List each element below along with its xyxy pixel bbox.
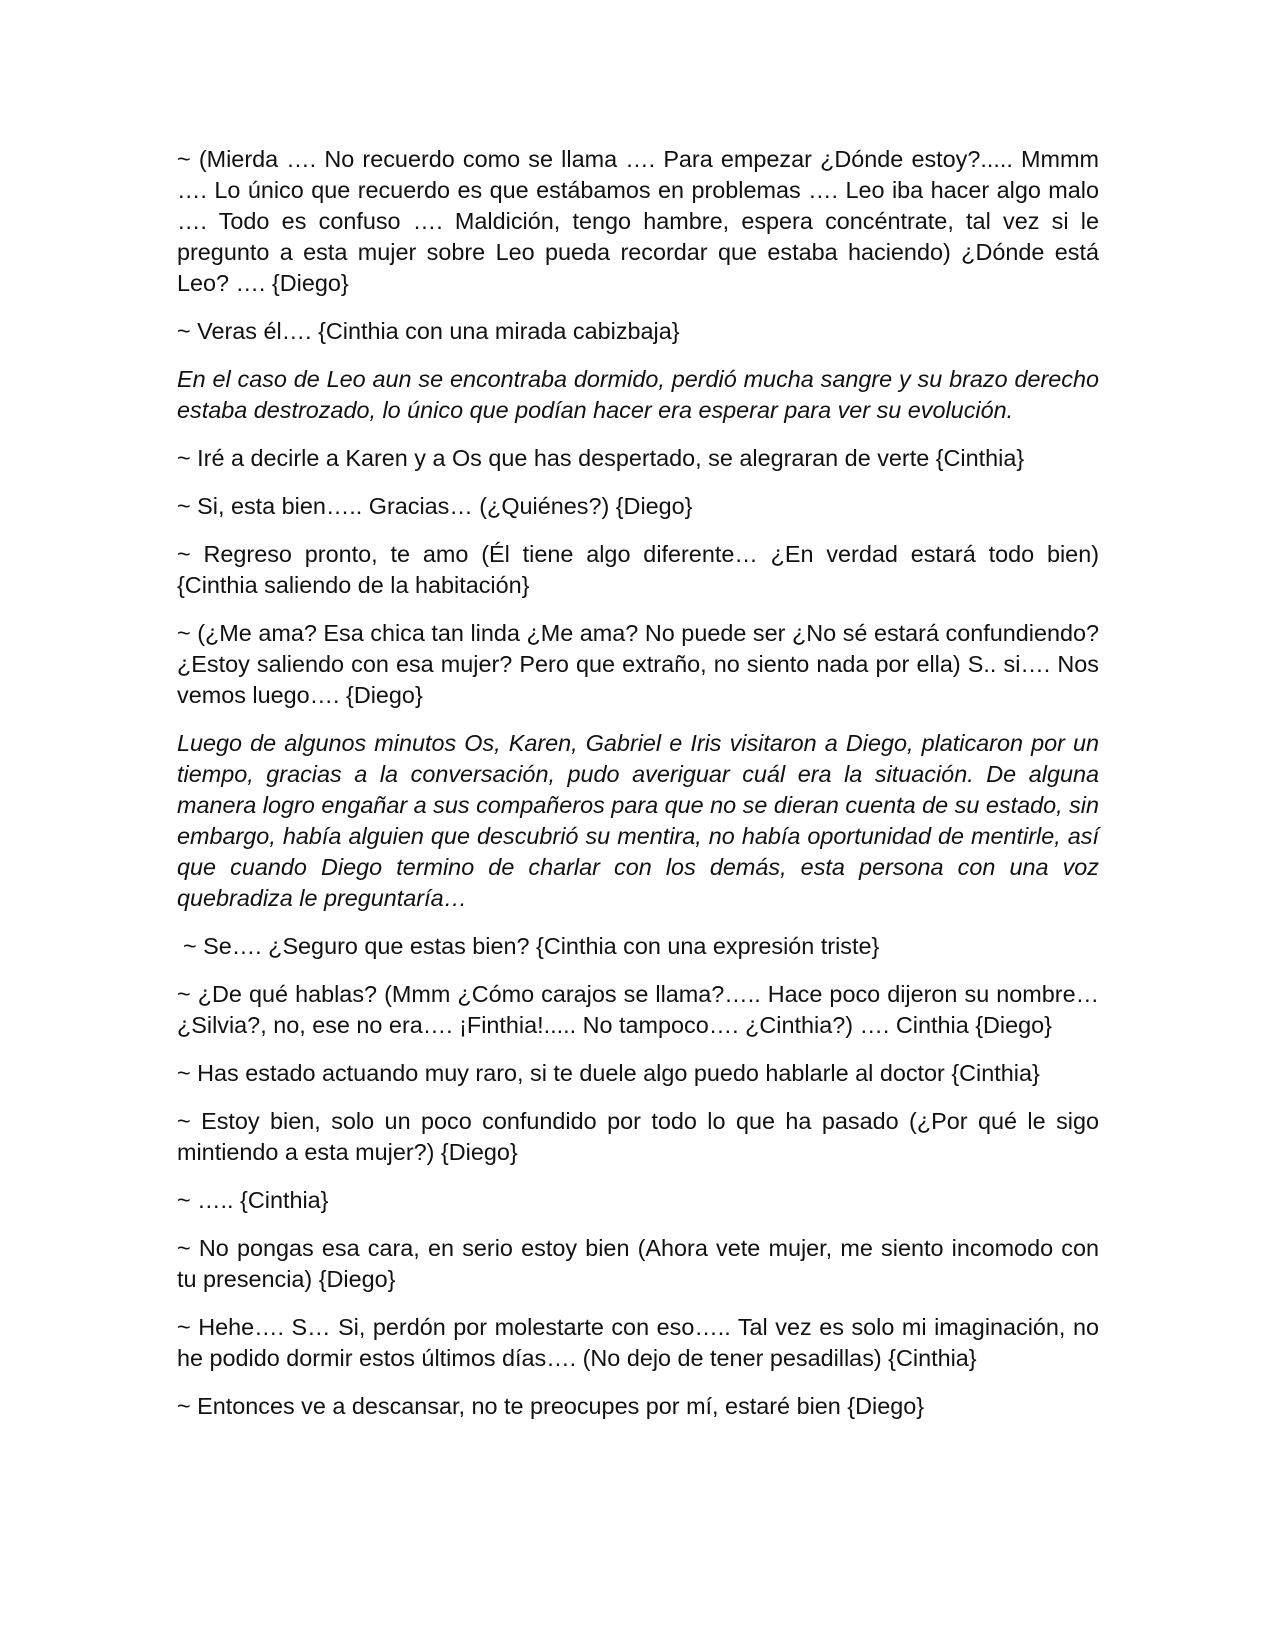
dialogue-paragraph: ~ (¿Me ama? Esa chica tan linda ¿Me ama? No puede ser ¿No sé estará confundiendo? ¿Estoy saliendo con esa mujer? Pero que extraño, no siento nada por ella) S.. si…. Nos vemos luego…. {Diego}: [177, 620, 1099, 708]
dialogue-paragraph: ~ Veras él…. {Cinthia con una mirada cabizbaja}: [177, 318, 680, 344]
narration-paragraph: En el caso de Leo aun se encontraba dormido, perdió mucha sangre y su brazo derecho estaba destrozado, lo único que podían hacer era esperar para ver su evolución.: [177, 366, 1099, 423]
dialogue-paragraph: ~ Hehe…. S… Si, perdón por molestarte con eso….. Tal vez es solo mi imaginación, no he podido dormir estos últimos días…. (No dejo de tener pesadillas) {Cinthia}: [177, 1314, 1099, 1371]
dialogue-paragraph: ~ No pongas esa cara, en serio estoy bien (Ahora vete mujer, me siento incomodo con tu presencia) {Diego}: [177, 1235, 1099, 1292]
dialogue-paragraph: ~ Si, esta bien….. Gracias… (¿Quiénes?) {Diego}: [177, 493, 693, 519]
dialogue-paragraph: ~ ….. {Cinthia}: [177, 1187, 329, 1213]
dialogue-paragraph: ~ Se…. ¿Seguro que estas bien? {Cinthia con una expresión triste}: [183, 933, 880, 959]
dialogue-paragraph: ~ ¿De qué hablas? (Mmm ¿Cómo carajos se llama?….. Hace poco dijeron su nombre… ¿Silvia?, no, ese no era…. ¡Finthia!..... No tampoco…. ¿Cinthia?) …. Cinthia {Diego}: [177, 981, 1099, 1038]
dialogue-paragraph: ~ Iré a decirle a Karen y a Os que has despertado, se alegraran de verte {Cinthia}: [177, 445, 1025, 471]
dialogue-paragraph: ~ Regreso pronto, te amo (Él tiene algo diferente… ¿En verdad estará todo bien) {Cinthia saliendo de la habitación}: [177, 541, 1099, 598]
dialogue-paragraph: ~ (Mierda …. No recuerdo como se llama …. Para empezar ¿Dónde estoy?..... Mmmm …. Lo único que recuerdo es que estábamos en problemas …. Leo iba hacer algo malo …. Todo es confuso …. Maldición, tengo hambre, espera concéntrate, tal vez si le pregunto a esta mujer sobre Leo pueda recordar que estaba haciendo) ¿Dónde está Leo? …. {Diego}: [177, 146, 1099, 296]
dialogue-paragraph: ~ Estoy bien, solo un poco confundido por todo lo que ha pasado (¿Por qué le sigo mintiendo a esta mujer?) {Diego}: [177, 1108, 1099, 1165]
narration-paragraph: Luego de algunos minutos Os, Karen, Gabriel e Iris visitaron a Diego, platicaron por un tiempo, gracias a la conversación, pudo averiguar cuál era la situación. De alguna manera logro engañar a sus compañeros para que no se dieran cuenta de su estado, sin embargo, había alguien que descubrió su mentira, no había oportunidad de mentirle, así que cuando Diego termino de charlar con los demás, esta persona con una voz quebradiza le preguntaría…: [177, 730, 1099, 911]
dialogue-paragraph: ~ Has estado actuando muy raro, si te duele algo puedo hablarle al doctor {Cinthia}: [177, 1060, 1040, 1086]
document-page: [177, 144, 1099, 1439]
dialogue-paragraph: ~ Entonces ve a descansar, no te preocupes por mí, estaré bien {Diego}: [177, 1393, 925, 1419]
